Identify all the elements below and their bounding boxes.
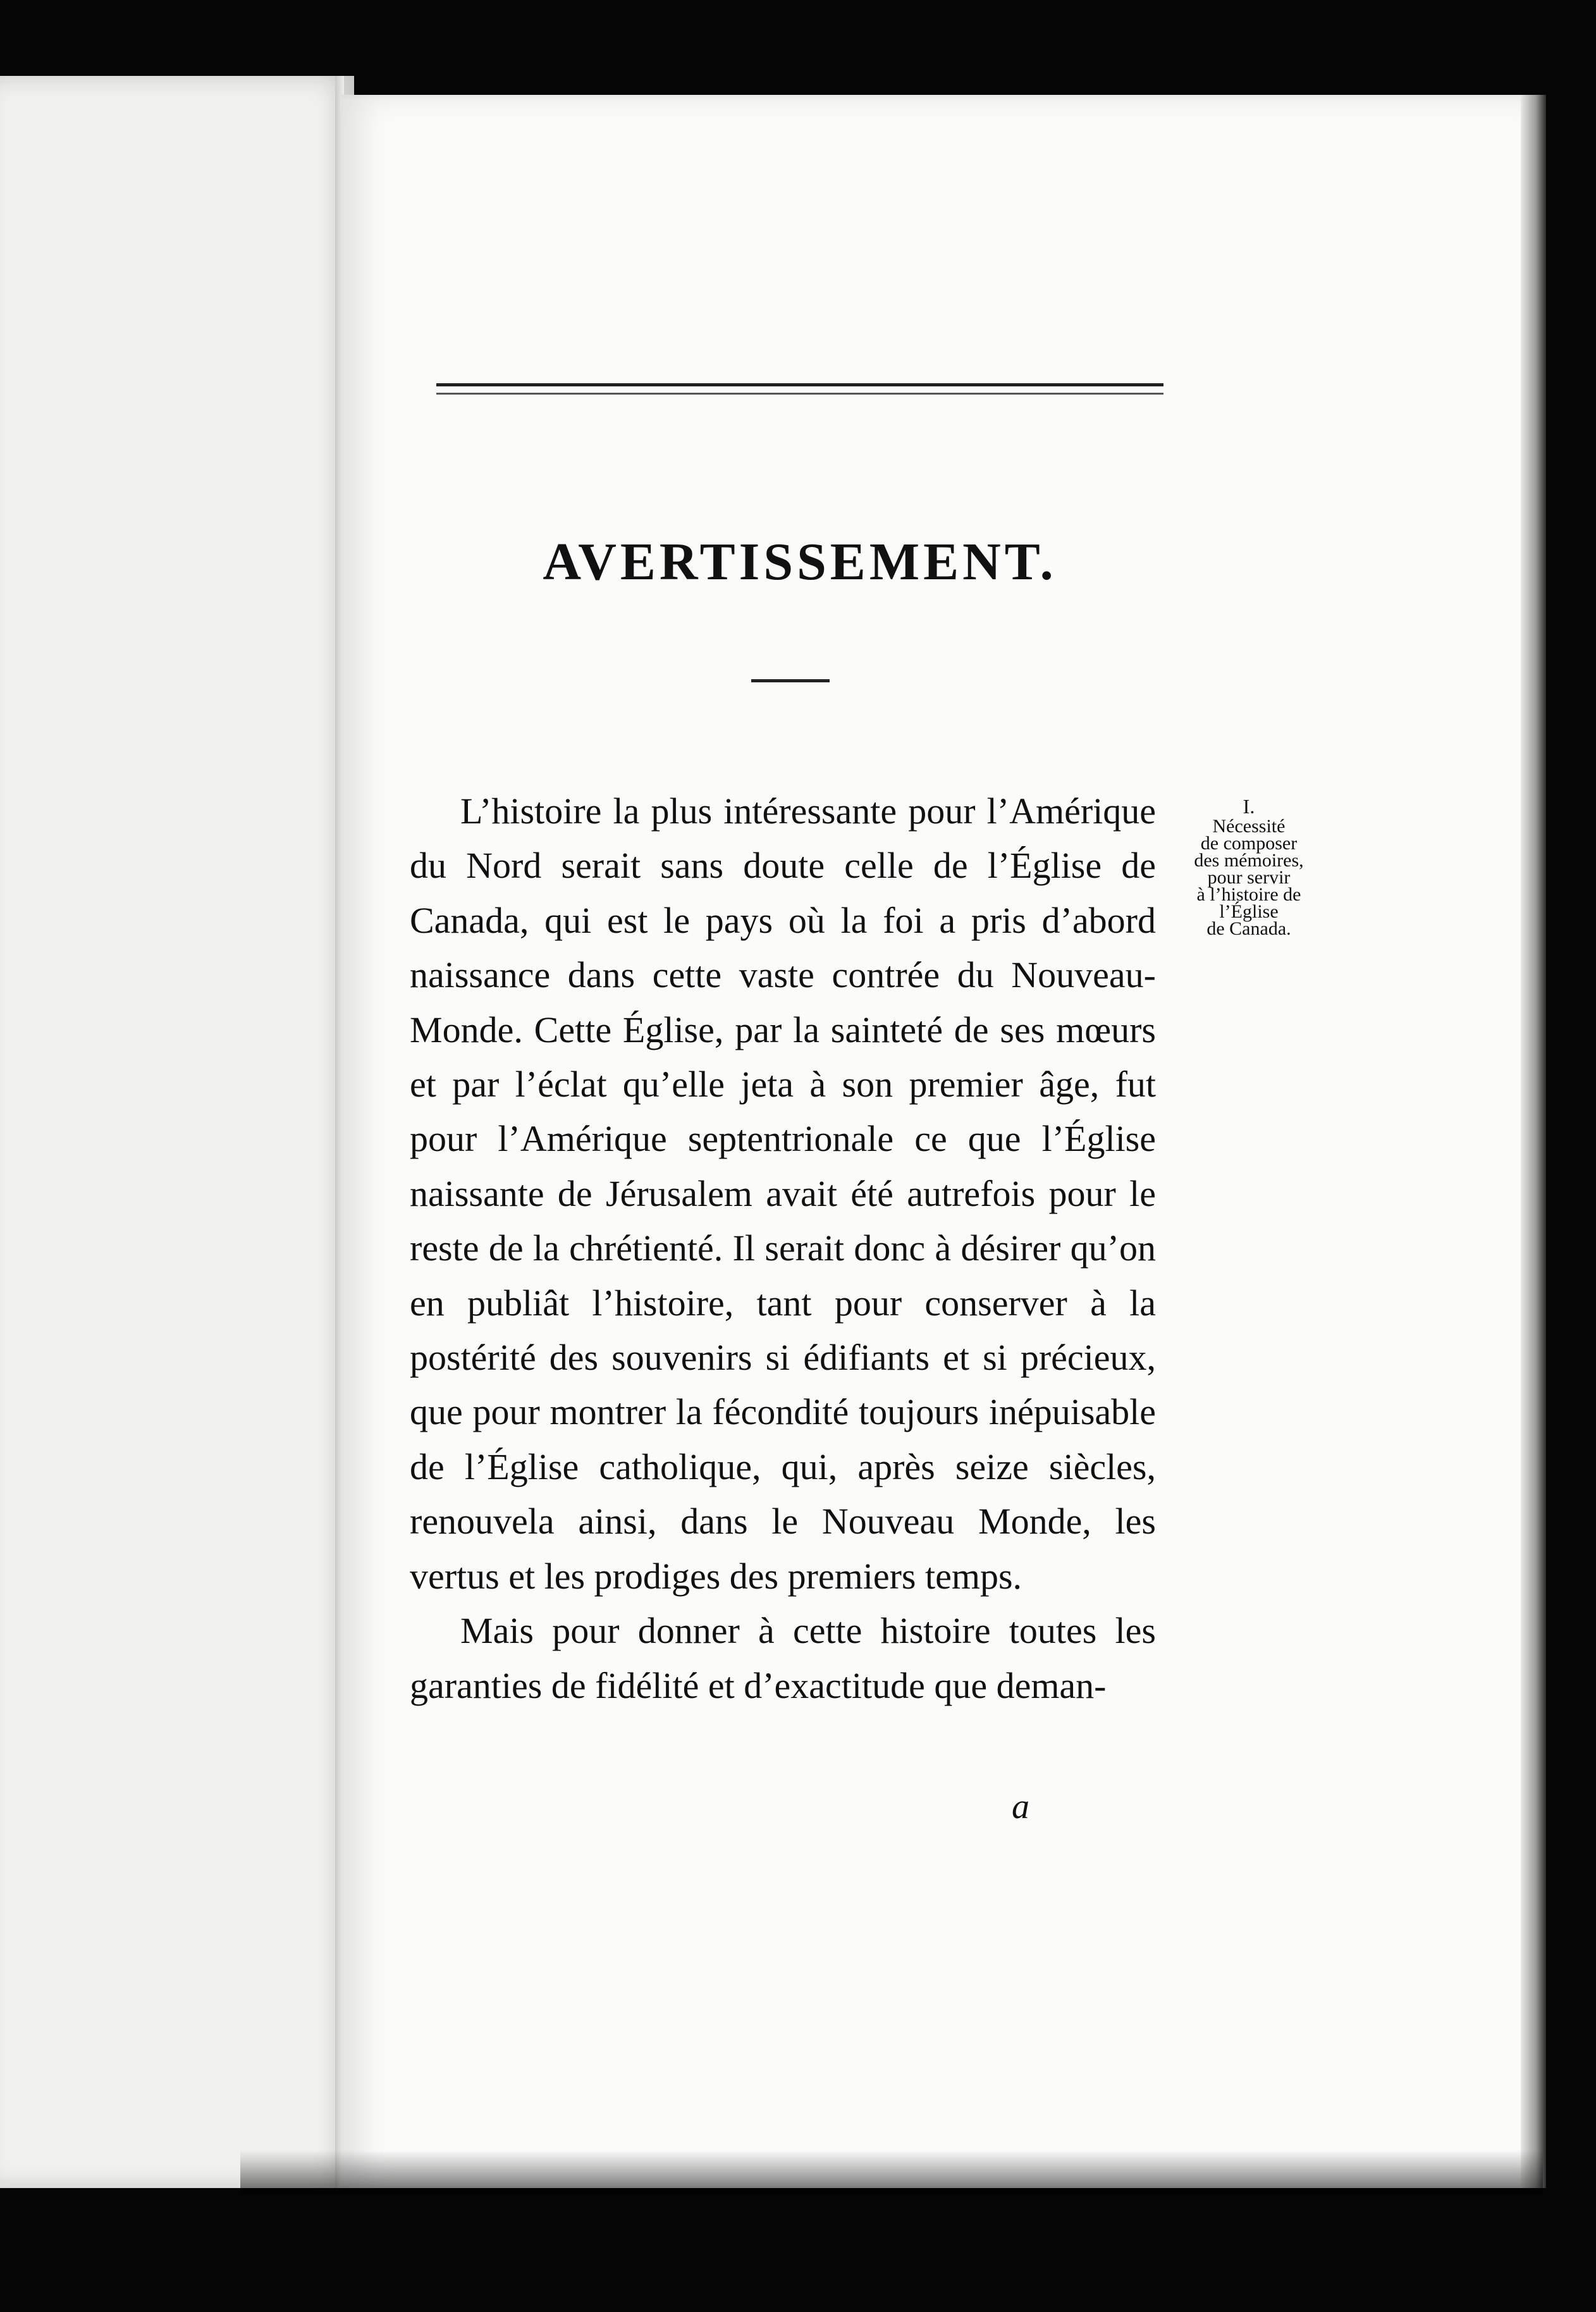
margin-note-line: pour servir [1207, 867, 1291, 888]
paragraph-2: Mais pour donner à cette histoire toutes les garanties de fidélité et d’exactitude que deman- [410, 1610, 1156, 1706]
bottom-shadow [240, 2150, 1543, 2194]
title-divider [751, 679, 830, 682]
margin-note-number: I. [1243, 795, 1255, 818]
margin-note-line: Nécessité [1212, 816, 1286, 837]
header-rule [436, 383, 1163, 395]
margin-note-line: des mémoires, [1194, 850, 1304, 871]
margin-note-line: l’Église [1219, 901, 1279, 922]
page-edge [1521, 95, 1546, 2188]
margin-note-line: de composer [1200, 833, 1298, 854]
margin-note-line: à l’histoire de [1196, 884, 1301, 905]
left-page [0, 76, 354, 2188]
margin-note [1167, 795, 1331, 939]
signature-mark: a [1012, 1787, 1029, 1826]
paragraph-1: L’histoire la plus intéressante pour l’Amérique du Nord serait sans doute celle de l’Église de Canada, qui est le pays où la foi a pris d’abord naissance dans cette vaste contrée du Nouveau-Monde. Cette Église, par la sainteté de ses mœurs et par l’éclat qu’elle jeta à son premier âge, fut pour l’Amérique septentrionale ce que l’Église naissante de Jérusalem avait été autrefois pour le reste de la chrétienté. Il serait donc à désirer qu’on en publiât l’histoire, tant pour conserver à la postérité des souvenirs si édifiants et si précieux, que pour montrer la fécondité toujours inépuisable de l’Église catholique, qui, après seize siècles, renouvela ainsi, dans le Nouveau Monde, les vertus et les prodiges des premiers temps. [410, 790, 1156, 1597]
margin-note-line: de Canada. [1206, 918, 1291, 939]
page-title: AVERTISSEMENT. [543, 532, 1057, 591]
body-text [410, 784, 1156, 1713]
